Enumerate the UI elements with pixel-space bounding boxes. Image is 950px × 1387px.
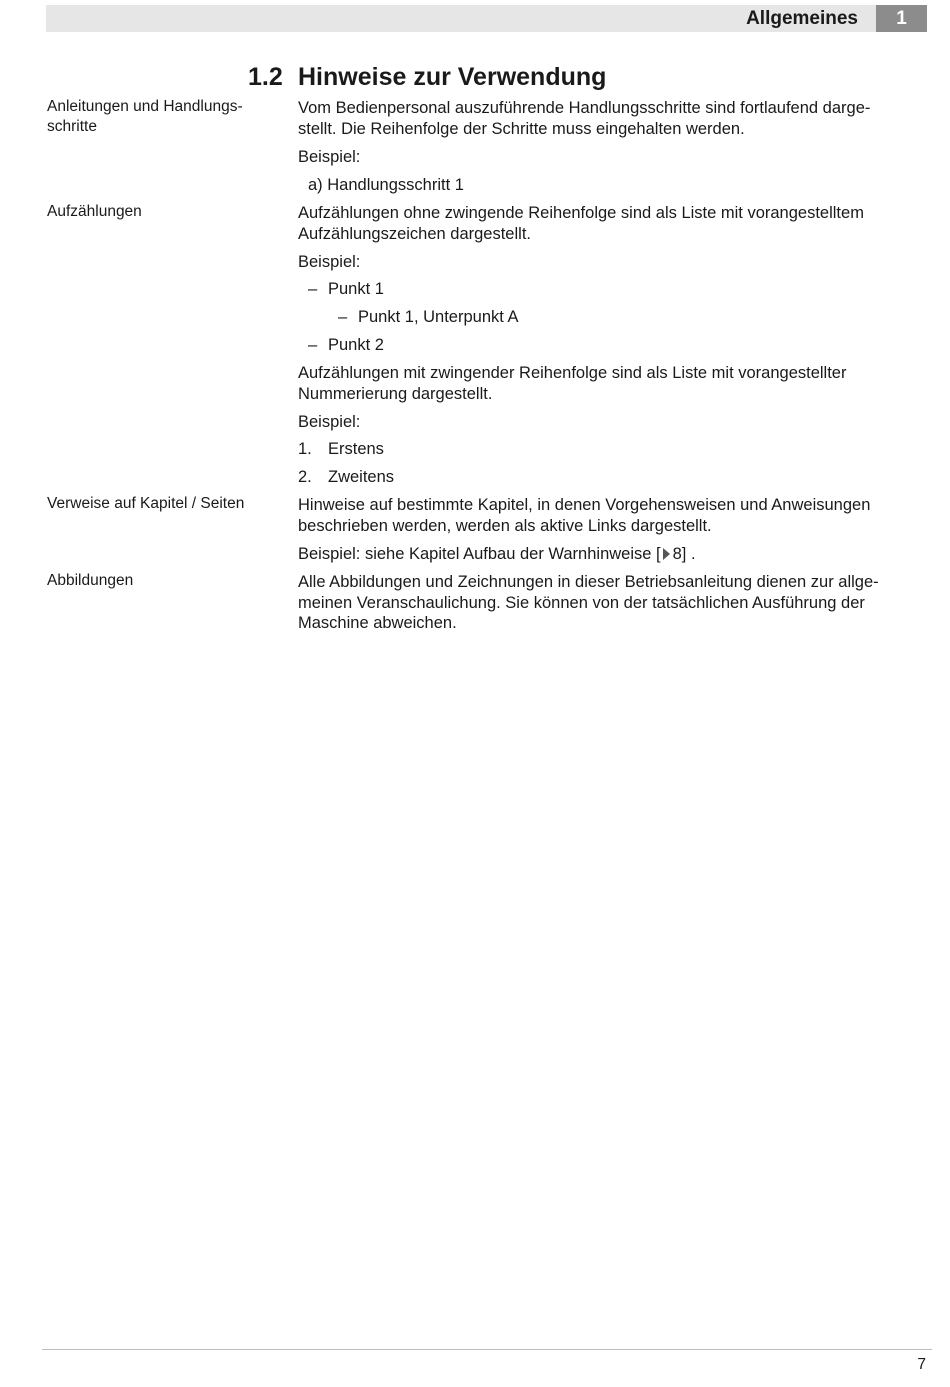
list-item-label: Punkt 1: [328, 280, 384, 298]
list-item: [308, 279, 384, 299]
ordered-list-item: [298, 439, 384, 459]
margin-label-instructions: Anleitungen und Handlungs- schritte: [47, 98, 243, 135]
instructions-paragraph: Vom Bedienpersonal auszuführende Handlungsschritte sind fortlaufend darge- stellt. Die Reihenfolge der Schritte muss eingehalten werden.: [298, 99, 871, 138]
list-item: [308, 335, 384, 355]
section-title: Hinweise zur Verwendung: [298, 63, 607, 91]
reference-page-link[interactable]: 8: [672, 545, 682, 563]
list-item-label: Punkt 1, Unterpunkt A: [358, 308, 519, 326]
bullet-dash: –: [308, 280, 318, 298]
list-subitem: [338, 307, 519, 327]
ordered-list-paragraph: Aufzählungen mit zwingender Reihenfolge sind als Liste mit vorangestellter Nummerierung dargestellt.: [298, 364, 847, 403]
example-label: Beispiel:: [298, 253, 361, 271]
chapter-number-badge: 1: [876, 5, 927, 32]
section-number: 1.2: [248, 63, 283, 91]
header-title: Allgemeines: [746, 8, 858, 29]
link-arrow-icon[interactable]: [663, 548, 670, 560]
list-number: 1.: [298, 440, 312, 458]
list-number: 2.: [298, 468, 312, 486]
footer-divider: [42, 1349, 932, 1350]
unordered-list-paragraph: Aufzählungen ohne zwingende Reihenfolge sind als Liste mit vorangestelltem Aufzählungszeichen dargestellt.: [298, 204, 864, 243]
step-example: a) Handlungsschritt 1: [308, 176, 464, 194]
reference-suffix: ] .: [681, 545, 696, 563]
page-number: 7: [917, 1356, 926, 1373]
reference-prefix: Beispiel: siehe Kapitel Aufbau der Warnhinweise [: [298, 545, 661, 563]
margin-label-references: Verweise auf Kapitel / Seiten: [47, 495, 245, 512]
bullet-dash: –: [308, 336, 318, 354]
list-item-label: Erstens: [328, 440, 384, 458]
ordered-list-item: [298, 467, 394, 487]
list-item-label: Punkt 2: [328, 336, 384, 354]
reference-example: [298, 544, 696, 564]
figures-paragraph: Alle Abbildungen und Zeichnungen in dieser Betriebsanleitung dienen zur allge- meinen Veranschaulichung. Sie können von der tatsächlichen Ausführung der Maschine abweichen.: [298, 573, 879, 632]
bullet-dash: –: [338, 308, 348, 326]
list-item-label: Zweitens: [328, 468, 395, 486]
margin-label-figures: Abbildungen: [47, 572, 134, 589]
example-label: Beispiel:: [298, 413, 361, 431]
references-paragraph: Hinweise auf bestimmte Kapitel, in denen Vorgehensweisen und Anweisungen beschrieben werden, werden als aktive Links dargestellt.: [298, 496, 871, 535]
example-label: Beispiel:: [298, 148, 361, 166]
margin-label-lists: Aufzählungen: [47, 203, 142, 220]
